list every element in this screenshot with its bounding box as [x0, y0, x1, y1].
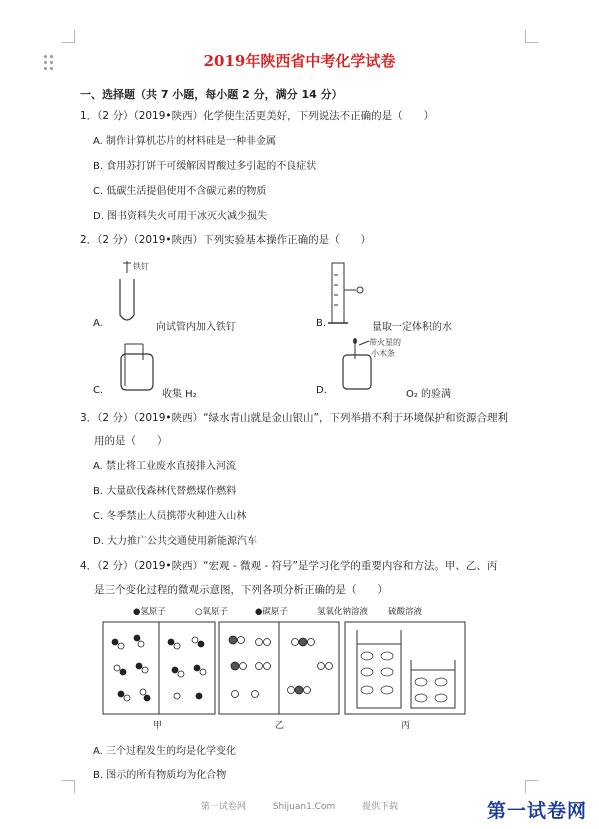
q3-stem-line2: 用的是（ ）: [94, 435, 168, 447]
label-naoh: 氢氧化钠溶液: [317, 607, 369, 617]
figure-test-tube-nail: [100, 255, 160, 330]
q3-option-d: D. 大力推广公共交通使用新能源汽车: [93, 536, 258, 547]
q1-option-a: A. 制作计算机芯片的材料硅是一种非金属: [93, 136, 277, 147]
corner-mark-top-right: [525, 30, 538, 43]
label-bing: 丙: [401, 721, 411, 731]
legend-hydrogen: ●氢原子: [133, 607, 166, 617]
q1-option-b: B. 食用苏打饼干可缓解因胃酸过多引起的不良症状: [93, 161, 317, 172]
q2-option-c-letter: C.: [93, 385, 104, 396]
q2-option-c-text: 收集 H₂: [162, 389, 197, 400]
footer-download-note: 提供下载: [362, 802, 399, 812]
label-h2so4: 硫酸溶液: [388, 607, 423, 617]
q3-stem-line1: 3．（2 分）（2019•陕西）“绿水青山就是金山银山”，下列举措不利于环境保护和资源合理利: [80, 412, 508, 424]
q2-option-a-text: 向试管内加入铁钉: [156, 322, 236, 333]
brand-logo: 第一试卷网: [486, 800, 587, 822]
q4-stem-line2: 是三个变化过程的微观示意图，下列各项分析正确的是（ ）: [94, 584, 388, 596]
nail-label: 铁钉: [133, 262, 149, 271]
corner-mark-top-left: [62, 30, 75, 43]
section-heading: 一、选择题（共 7 小题，每小题 2 分，满分 14 分）: [80, 88, 343, 101]
stick-label-1: 带火星的: [369, 338, 401, 347]
label-jia: 甲: [153, 721, 163, 731]
q4-stem-line1: 4．（2 分）（2019•陕西）“宏观 - 微观 - 符号”是学习化学的重要内容和方法。甲、乙、丙: [80, 560, 498, 572]
footer-site-url[interactable]: Shijuan1.Com: [272, 802, 336, 812]
label-yi: 乙: [275, 721, 285, 731]
q2-option-b-text: 量取一定体积的水: [372, 322, 452, 333]
figure-gas-collection-bottle: [115, 340, 165, 395]
q2-option-b-letter: B.: [316, 318, 327, 329]
page-title: 2019年陕西省中考化学试卷: [203, 52, 396, 70]
q2-option-d-letter: D.: [316, 385, 327, 396]
figure-microscopic-diagram: [95, 600, 475, 732]
legend-oxygen: ○氧原子: [195, 607, 228, 617]
legend-carbon: ●碳原子: [255, 607, 288, 617]
q2-stem: 2．（2 分）（2019•陕西）下列实验基本操作正确的是（ ）: [80, 234, 372, 246]
q2-option-d-text: O₂ 的验满: [406, 389, 452, 400]
q3-option-c: C. 冬季禁止人员携带火种进入山林: [93, 511, 247, 522]
stick-label-2: 小木条: [371, 349, 395, 358]
q1-option-c: C. 低碳生活提倡使用不含碳元素的物质: [93, 186, 267, 197]
q2-option-a-letter: A.: [93, 318, 103, 329]
q1-option-d: D. 图书资料失火可用干冰灭火减少损失: [93, 211, 268, 222]
corner-mark-bottom-right: [525, 780, 538, 793]
q3-option-a: A. 禁止将工业废水直接排入河流: [93, 461, 237, 472]
q3-option-b: B. 大量砍伐森林代替燃煤作燃料: [93, 486, 237, 497]
q4-option-a: A. 三个过程发生的均是化学变化: [93, 746, 237, 757]
corner-mark-bottom-left: [62, 780, 75, 793]
q1-stem: 1．（2 分）（2019•陕西）化学使生活更美好，下列说法不正确的是（ ）: [80, 110, 435, 122]
q4-option-b: B. 图示的所有物质均为化合物: [93, 770, 227, 781]
footer-site-name: 第一试卷网: [200, 802, 246, 812]
